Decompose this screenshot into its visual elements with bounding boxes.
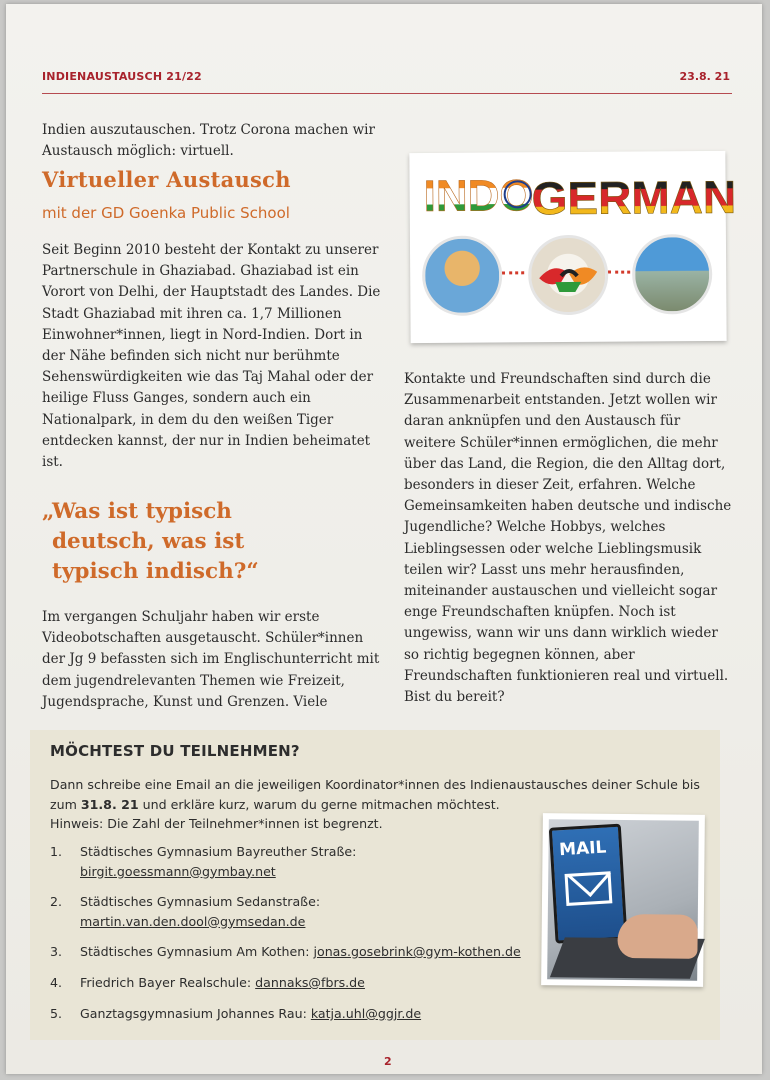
email-link[interactable]: katja.uhl@ggjr.de	[310, 1006, 422, 1021]
section-subheading: mit der GD Goenka Public School	[42, 204, 290, 222]
screen-mail-text: MAIL	[558, 837, 607, 861]
intro-text: Indien auszutauschen. Trotz Corona machen wir Austausch möglich: virtuell.	[42, 122, 375, 160]
participation-instructions-end: und erkläre kurz, warum du gerne mitmachen möchtest.	[138, 796, 500, 812]
deadline: 31.8. 21	[80, 796, 139, 812]
participation-instructions: Dann schreibe eine Email an die jeweiligen Koordinator*innen des Indienaustausches deiner Schule bis zum	[50, 777, 700, 812]
header-title: INDIENAUSTAUSCH 21/22	[42, 70, 202, 83]
quote-line-2: deutsch, was ist	[52, 529, 245, 554]
school-name: Ganztagsgymnasium Johannes Rau:	[80, 1006, 311, 1021]
paragraph-ghaziabad: Seit Beginn 2010 besteht der Kontakt zu unserer Partnerschule in Ghaziabad. Ghaziabad ist ein Vorort von Delhi, der Hauptstadt des Landes. Die Stadt Ghaziabad mit ihren ca. 1,7 Millionen Einwohner*innen, liegt in Nord-Indien. Dort in der Nähe befinden sich nicht nur berühmte Sehenswürdigkeiten wie das Taj Mahal oder der heilige Fluss Ganges, sondern auch ein Nationalpark, in dem du den weißen Tiger entdecken kannst, der nur in Indien beheimatet ist.	[42, 242, 381, 471]
participation-heading: MÖCHTEST DU TEILNEHMEN?	[50, 742, 300, 760]
handshake-graphic	[531, 238, 606, 313]
email-link[interactable]: dannaks@fbrs.de	[255, 975, 365, 990]
quote-line-1: „Was ist typisch	[42, 499, 232, 524]
envelope-icon	[565, 871, 613, 906]
quote-line-3: typisch indisch?“	[52, 559, 259, 584]
list-number: 5.	[50, 1006, 63, 1021]
email-link[interactable]: jonas.gosebrink@gym-kothen.de	[313, 944, 521, 959]
logo-indo-text: INDO	[423, 171, 534, 222]
laptop-screen	[549, 824, 628, 944]
list-number: 4.	[50, 975, 63, 990]
dotted-connector	[608, 271, 630, 274]
dotted-connector	[502, 271, 524, 274]
list-number: 1.	[50, 844, 63, 859]
email-link[interactable]: martin.van.den.dool@gymsedan.de	[80, 913, 306, 929]
paragraph-videobotschaften: Im vergangen Schuljahr haben wir erste Videobotschaften ausgetauscht. Schüler*innen der Jg 9 befassten sich im Englischunterricht mit dem jugendrelevanten Themen wie Freizeit, Jugendsprache, Kunst und Grenzen. Viele	[42, 609, 380, 710]
list-number: 2.	[50, 894, 63, 909]
email-link[interactable]: birgit.goessmann@gymbay.net	[80, 863, 276, 879]
participation-hint: Hinweis: Die Zahl der Teilnehmer*innen ist begrenzt.	[50, 816, 383, 831]
school-name: Städtisches Gymnasium Am Kothen:	[80, 944, 314, 959]
page-number: 2	[384, 1055, 392, 1068]
photo-content	[547, 819, 699, 981]
school-name: Städtisches Gymnasium Bayreuther Straße:	[80, 844, 357, 859]
logo-german-text: GERMAN	[531, 170, 737, 225]
paragraph-freundschaften: Kontakte und Freundschaften sind durch die Zusammenarbeit entstanden. Jetzt wollen wir daran anknüpfen und den Austausch für weitere Schüler*innen ermöglichen, die mehr über das Land, die Region, die den Alltag dort, besonders in dieser Zeit, erfahren. Welche Gemeinsamkeiten haben deutsche und indische Jugendliche? Welche Hobbys, welches Lieblingsessen oder welche Lieblingsmusik teilen wir? Lasst uns mehr herausfinden, miteinander austauschen und vielleicht sogar enge Freundschaften knüpfen. Noch ist ungewiss, wann wir uns dann wirklich wieder so richtig begegnen können, aber Freundschaften funktionieren real und virtuell. Bist du bereit?	[404, 371, 732, 706]
handshake-icon	[528, 235, 609, 316]
header-date: 23.8. 21	[679, 70, 730, 83]
header-divider	[42, 93, 732, 94]
school-name: Städtisches Gymnasium Sedanstraße:	[80, 894, 321, 909]
hand	[617, 914, 697, 959]
section-heading: Virtueller Austausch	[42, 167, 291, 192]
indo-german-logo	[409, 151, 737, 343]
school-name: Friedrich Bayer Realschule:	[80, 975, 256, 990]
quote-heading	[42, 497, 362, 587]
list-number: 3.	[50, 944, 63, 959]
reichstag-icon	[632, 234, 713, 315]
india-emblem-icon	[422, 235, 503, 316]
indo-german-wordmark	[421, 161, 737, 229]
laptop-mail-photo	[541, 813, 705, 987]
